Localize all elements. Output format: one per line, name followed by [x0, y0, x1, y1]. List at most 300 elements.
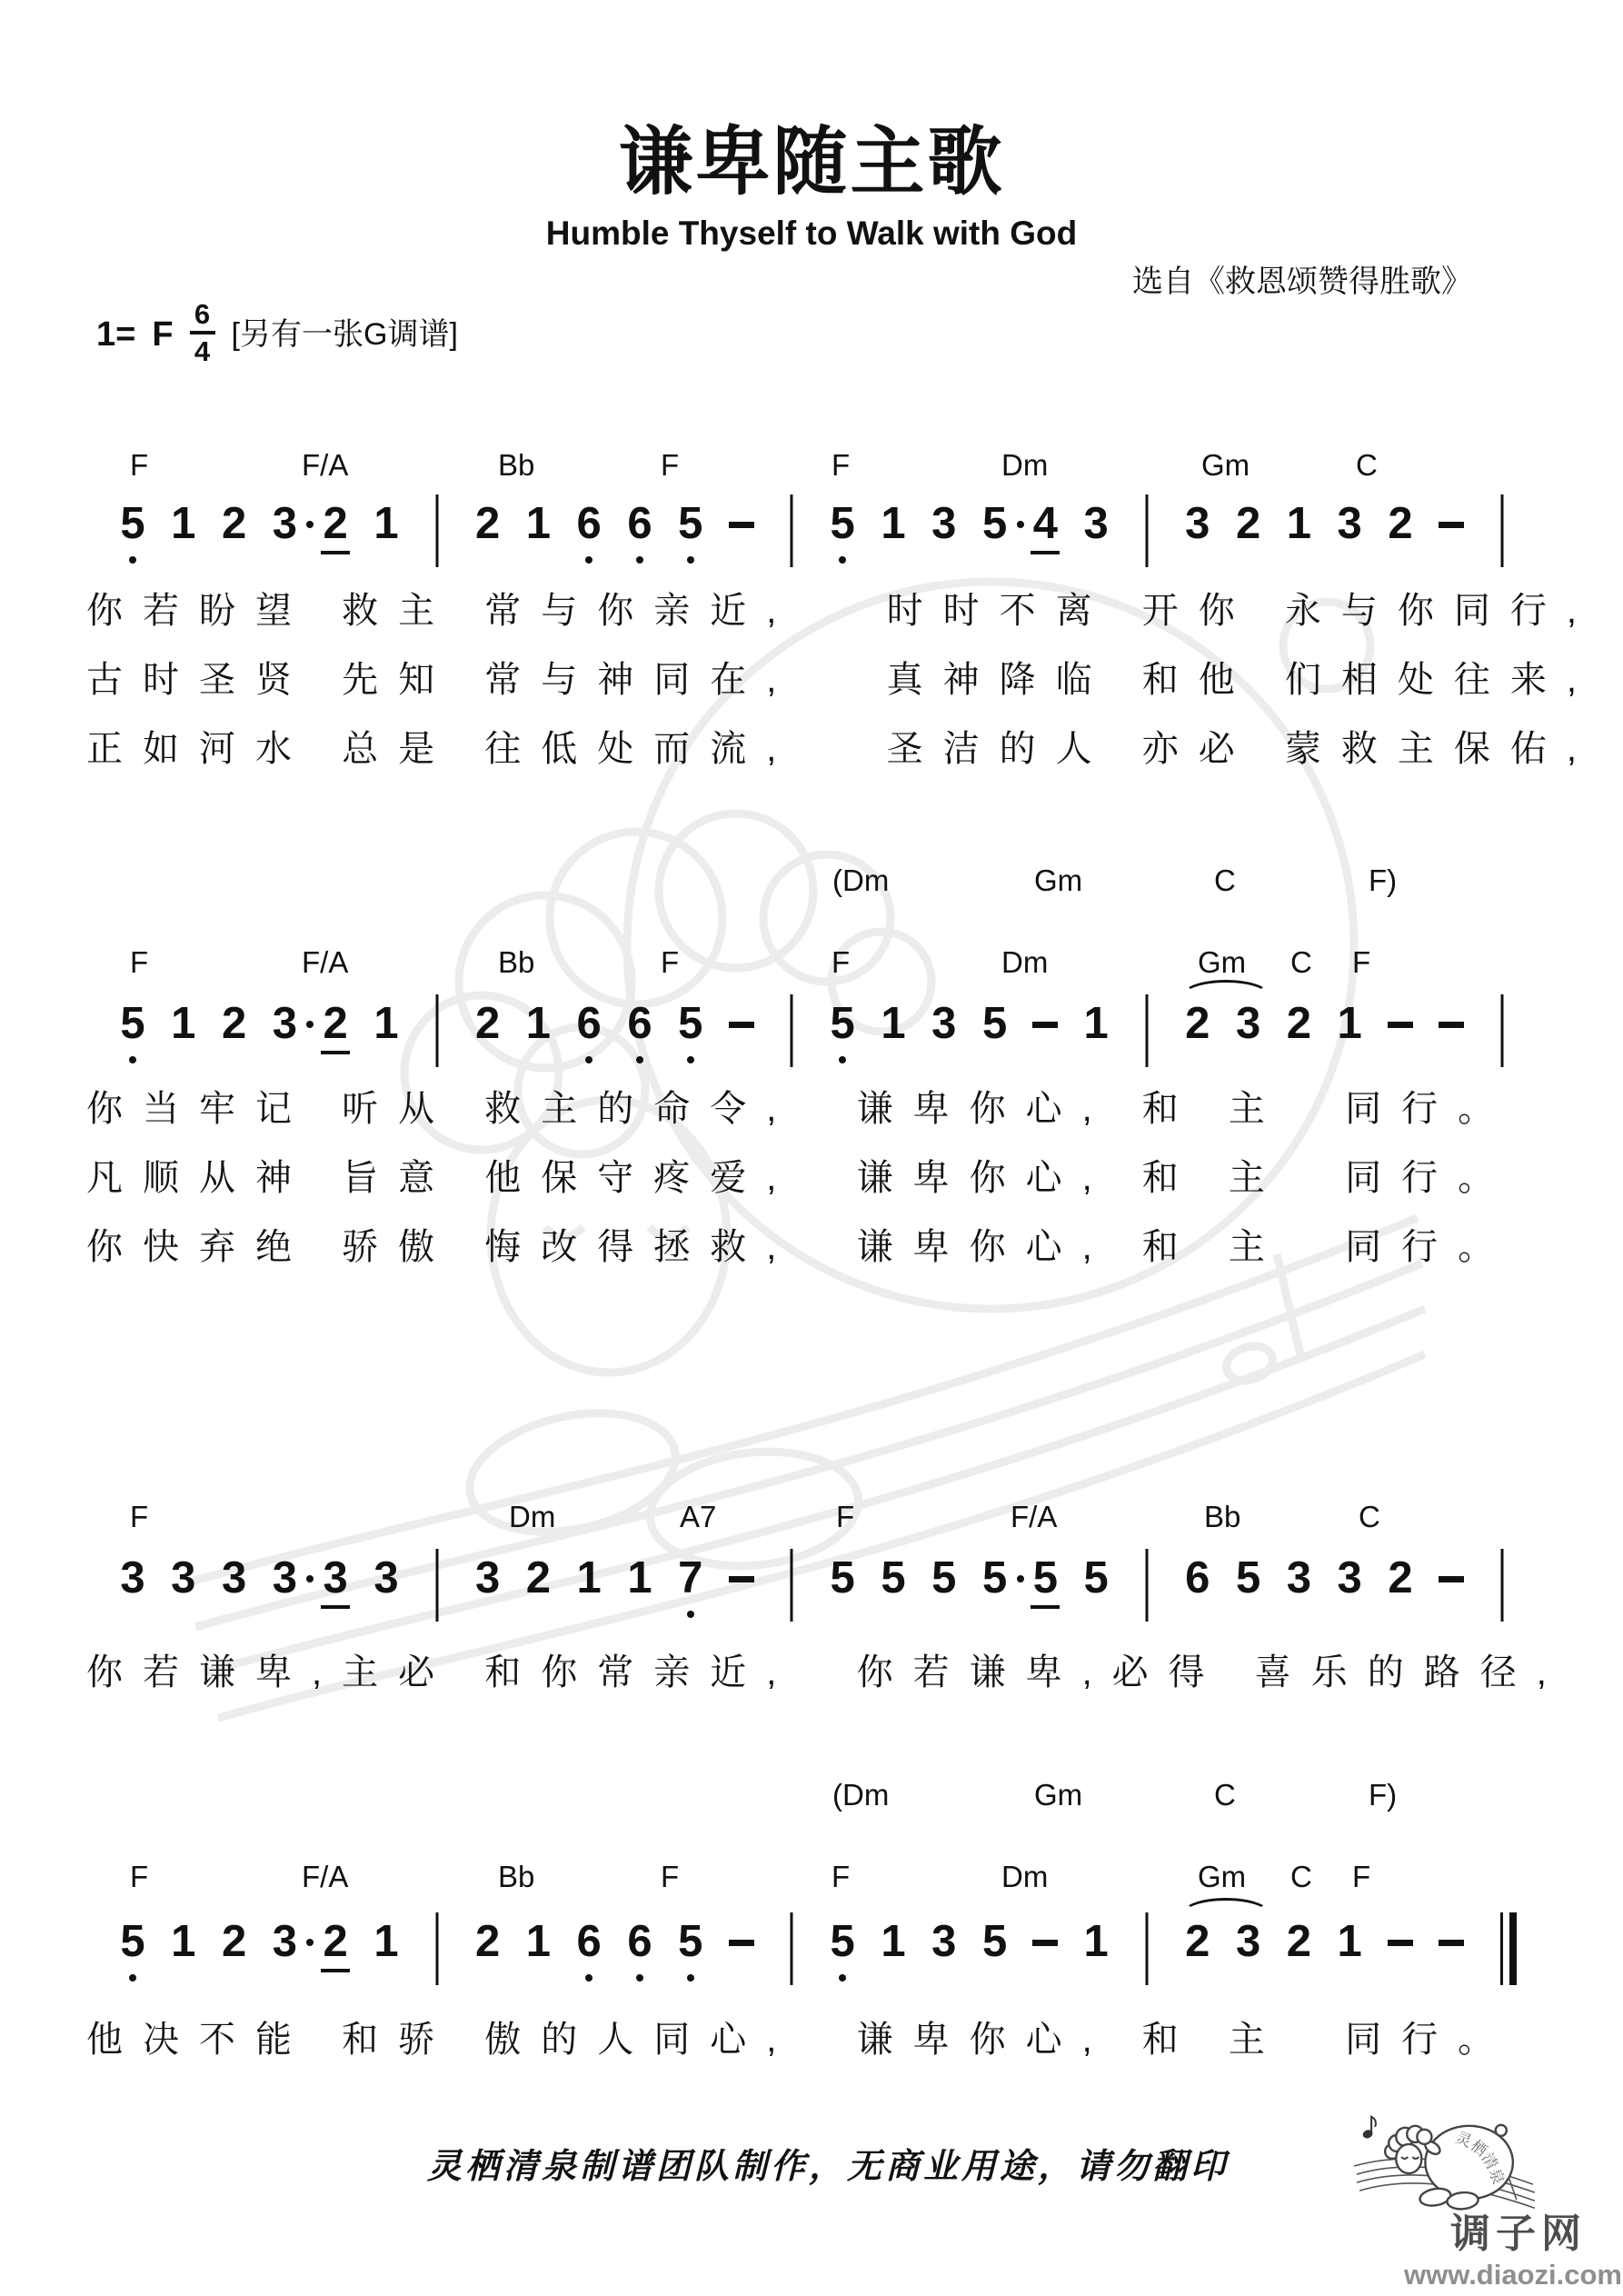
site-url: www.diaozi.com	[1404, 2259, 1622, 2291]
octave-dot	[687, 1974, 694, 1982]
note-dash	[729, 522, 754, 528]
note-cell	[766, 502, 817, 565]
octave-dot	[687, 556, 694, 564]
note-dash	[1032, 1940, 1058, 1946]
note-cell	[1020, 1002, 1070, 1065]
note-dash	[729, 1576, 754, 1582]
final-barline	[1500, 1912, 1503, 1985]
note-digit: 3	[272, 1553, 298, 1602]
note-cell	[463, 999, 513, 1065]
note-digit: 6	[576, 1917, 602, 1966]
note-cell	[1426, 502, 1477, 565]
octave-dot	[839, 1056, 846, 1063]
note-cell	[614, 999, 665, 1065]
note-cell	[310, 1553, 361, 1620]
octave-dot	[687, 1056, 694, 1063]
barline	[791, 994, 793, 1067]
slur-arc	[1181, 1898, 1270, 1931]
note-digit: 3	[272, 999, 298, 1048]
chord-label: Dm	[1001, 1860, 1049, 1893]
note-digit: 5	[1235, 1553, 1261, 1602]
note-digit: 1	[627, 1553, 652, 1602]
note-digit: 3	[1235, 999, 1261, 1048]
chord-label: Gm	[1198, 1860, 1247, 1893]
note-cell	[259, 499, 310, 565]
note-digit: 1	[525, 1917, 552, 1966]
note-digit: 3	[272, 499, 298, 548]
note-digit: 4	[1032, 499, 1059, 548]
chord-label: F/A	[302, 1860, 349, 1893]
note-digit: 5	[120, 999, 145, 1048]
note-digit: 1	[576, 1553, 602, 1602]
note-cell	[1426, 1920, 1477, 1983]
note-digit: 2	[323, 999, 348, 1048]
note-digit: 5	[981, 1553, 1008, 1602]
note-cell	[361, 499, 412, 565]
note-cell	[463, 1917, 513, 1983]
barline	[791, 494, 793, 567]
note-digit: 3	[171, 1553, 196, 1602]
chord-label: F	[836, 1500, 855, 1533]
chord-label: Bb	[498, 945, 535, 979]
chord-label: F	[831, 945, 851, 979]
note-cell	[1273, 999, 1324, 1065]
note-cell	[209, 999, 260, 1065]
note-digit: 1	[171, 499, 196, 548]
note-cell	[1020, 1553, 1070, 1620]
chord-label: F	[1352, 1860, 1371, 1893]
note-cell	[766, 1556, 817, 1620]
octave-dot	[585, 1974, 592, 1982]
lyric-line: 古时圣贤 先知 常与神同在, 真神降临 和他 们相处往来,	[86, 660, 1598, 700]
note-cell	[817, 499, 868, 565]
slur-arc	[1181, 980, 1270, 1013]
chord-label: F/A	[1011, 1500, 1058, 1533]
octave-dot	[129, 1056, 136, 1063]
note-cell	[1477, 1002, 1528, 1065]
note-digit: 2	[1286, 999, 1312, 1048]
note-digit: 1	[1083, 1917, 1109, 1966]
note-cell	[868, 1917, 919, 1983]
note-digit: 3	[931, 999, 957, 1048]
chord-label: F	[831, 448, 851, 482]
note-cell	[1375, 1553, 1426, 1620]
note-cell	[614, 1917, 665, 1983]
lyric-line: 你当牢记 听从 救主的命令, 谦卑你心, 和 主 同行。	[86, 1089, 1515, 1129]
barline	[435, 1912, 438, 1985]
note-digit: 3	[323, 1553, 348, 1602]
note-dash	[1439, 1576, 1464, 1582]
notes-row	[107, 999, 1543, 1093]
chord-label: F/A	[302, 448, 349, 482]
note-cell	[1020, 1920, 1070, 1983]
barline	[435, 494, 438, 567]
note-cell	[361, 1917, 412, 1983]
eighth-underline	[1031, 551, 1060, 554]
brand-name: 调子网	[1450, 2211, 1587, 2256]
key-prefix: 1=	[96, 315, 136, 354]
note-digit: 1	[373, 999, 399, 1048]
note-digit: 2	[221, 999, 247, 1048]
octave-dot	[839, 556, 846, 564]
chord-label: F	[130, 1500, 149, 1533]
note-cell	[665, 999, 716, 1065]
note-digit: 2	[221, 1917, 247, 1966]
note-digit: 2	[1388, 499, 1413, 548]
note-cell	[970, 1553, 1021, 1620]
time-numerator: 6	[194, 298, 211, 330]
note-digit: 3	[1185, 499, 1210, 548]
note-digit: 5	[981, 999, 1008, 1048]
note-digit: 5	[678, 999, 703, 1048]
note-cell	[868, 499, 919, 565]
pre-chord-label: C	[1214, 863, 1236, 897]
note-digit: 5	[830, 1553, 855, 1602]
pre-chord-label: C	[1214, 1778, 1236, 1812]
key-signature	[96, 298, 458, 367]
barline	[1146, 1549, 1149, 1622]
key-letter: F	[152, 315, 174, 354]
note-cell	[919, 499, 970, 565]
note-cell	[1172, 499, 1223, 565]
note-cell	[1324, 499, 1375, 565]
note-digit: 1	[373, 499, 399, 548]
barline	[1146, 1912, 1149, 1985]
time-denominator: 4	[194, 335, 211, 367]
chord-label: A7	[680, 1500, 717, 1533]
chord-label: C	[1290, 1860, 1312, 1893]
note-digit: 1	[881, 499, 906, 548]
barline	[435, 1549, 438, 1622]
octave-dot	[585, 1056, 592, 1063]
chord-label: C	[1359, 1500, 1380, 1533]
octave-dot	[636, 556, 643, 564]
note-digit: 2	[323, 499, 348, 548]
eighth-underline	[321, 551, 350, 554]
chord-label: Bb	[1204, 1500, 1241, 1533]
note-cell	[107, 1917, 158, 1983]
notes-row	[107, 499, 1543, 593]
note-cell	[1223, 499, 1274, 565]
note-cell	[563, 999, 614, 1065]
octave-dot	[687, 1611, 694, 1618]
note-digit: 6	[627, 999, 652, 1048]
note-digit: 3	[474, 1553, 501, 1602]
note-cell	[412, 1920, 463, 1983]
note-cell	[1324, 1917, 1375, 1983]
note-digit: 1	[525, 499, 552, 548]
note-digit: 5	[678, 499, 703, 548]
note-cell	[1426, 1556, 1477, 1620]
notes-row	[107, 1917, 1543, 2011]
barline	[1500, 494, 1503, 567]
note-cell	[919, 999, 970, 1065]
note-digit: 2	[474, 499, 501, 548]
note-cell	[817, 1553, 868, 1620]
note-digit: 3	[931, 1917, 957, 1966]
chord-label: F	[661, 448, 680, 482]
note-cell	[209, 1553, 260, 1620]
note-cell	[412, 1002, 463, 1065]
note-cell	[716, 1002, 767, 1065]
note-cell	[1121, 1002, 1172, 1065]
note-cell	[1223, 1553, 1274, 1620]
note-cell	[1070, 1553, 1121, 1620]
final-barline	[1509, 1912, 1517, 1985]
note-cell	[919, 1553, 970, 1620]
note-digit: 2	[1235, 499, 1261, 548]
note-cell	[412, 1556, 463, 1620]
note-digit: 1	[881, 1917, 906, 1966]
note-cell	[868, 999, 919, 1065]
note-dash	[1439, 1022, 1464, 1028]
note-cell	[919, 1917, 970, 1983]
note-cell	[1070, 499, 1121, 565]
note-cell	[412, 502, 463, 565]
note-digit: 3	[1235, 1917, 1261, 1966]
octave-dot	[839, 1974, 846, 1982]
barline	[435, 994, 438, 1067]
chord-label: F	[831, 1860, 851, 1893]
barline	[1500, 1549, 1503, 1622]
note-cell	[614, 1553, 665, 1620]
lyric-line: 正如河水 总是 往低处而流, 圣洁的人 亦必 蒙救主保佑,	[86, 729, 1598, 769]
note-digit: 3	[373, 1553, 399, 1602]
note-digit: 3	[221, 1553, 247, 1602]
note-digit: 5	[981, 1917, 1008, 1966]
note-cell	[716, 1556, 767, 1620]
octave-dot	[636, 1056, 643, 1063]
eighth-underline	[321, 1605, 350, 1609]
note-cell	[259, 1553, 310, 1620]
note-cell	[1375, 499, 1426, 565]
note-cell	[513, 1553, 563, 1620]
note-digit: 1	[171, 999, 196, 1048]
note-cell	[1121, 502, 1172, 565]
chord-label: F	[130, 945, 149, 979]
note-digit: 5	[830, 999, 855, 1048]
note-dash	[729, 1022, 754, 1028]
pre-chord-label: Gm	[1034, 863, 1083, 897]
octave-dot	[585, 556, 592, 564]
note-digit: 3	[1286, 1553, 1312, 1602]
note-digit: 6	[576, 999, 602, 1048]
note-cell	[665, 499, 716, 565]
note-digit: 5	[830, 499, 855, 548]
lyric-line: 你若盼望 救主 常与你亲近, 时时不离 开你 永与你同行,	[86, 591, 1598, 631]
chord-label: F	[130, 448, 149, 482]
note-digit: 5	[1032, 1553, 1059, 1602]
note-digit: 2	[474, 999, 501, 1048]
note-digit: 5	[830, 1917, 855, 1966]
note-digit: 1	[171, 1917, 196, 1966]
note-cell	[563, 1553, 614, 1620]
eighth-underline	[321, 1051, 350, 1054]
note-digit: 1	[1337, 1917, 1362, 1966]
barline	[791, 1549, 793, 1622]
lyric-line: 你若谦卑,主必 和你常亲近, 你若谦卑,必得 喜乐的路径,	[86, 1652, 1567, 1692]
page-title: 谦卑随主歌	[618, 121, 1005, 204]
page-subtitle: Humble Thyself to Walk with God	[545, 215, 1078, 252]
note-cell	[1121, 1920, 1172, 1983]
note-cell	[259, 999, 310, 1065]
chord-label: Gm	[1198, 945, 1247, 979]
lyric-line: 他决不能 和骄 傲的人同心, 谦卑你心, 和 主 同行。	[86, 2020, 1515, 2060]
pre-chord-label: F)	[1369, 863, 1398, 897]
note-digit: 6	[627, 499, 652, 548]
time-divider-line	[190, 331, 215, 334]
chord-label: F/A	[302, 945, 349, 979]
chord-label: F	[661, 945, 680, 979]
note-cell	[158, 1553, 209, 1620]
note-digit: 2	[474, 1917, 501, 1966]
note-digit: 3	[1337, 499, 1362, 548]
note-cell	[1477, 1920, 1528, 1983]
chord-label: F	[1352, 945, 1371, 979]
note-cell	[817, 1917, 868, 1983]
note-digit: 3	[120, 1553, 145, 1602]
note-digit: 1	[1083, 999, 1109, 1048]
note-digit: 1	[1286, 499, 1312, 548]
note-digit: 2	[1185, 1917, 1210, 1966]
lyric-line: 凡顺从神 旨意 他保守疼爱, 谦卑你心, 和 主 同行。	[86, 1158, 1515, 1198]
chord-label: F	[130, 1860, 149, 1893]
barline	[1146, 994, 1149, 1067]
barline	[1146, 494, 1149, 567]
note-cell	[463, 499, 513, 565]
note-cell	[1273, 1553, 1324, 1620]
note-cell	[1477, 502, 1528, 565]
chord-label: Bb	[498, 448, 535, 482]
note-digit: 3	[931, 499, 957, 548]
note-digit: 6	[576, 499, 602, 548]
note-digit: 6	[1185, 1553, 1210, 1602]
eighth-underline	[321, 1969, 350, 1972]
pre-chord-label: Gm	[1034, 1778, 1083, 1812]
note-digit: 3	[1337, 1553, 1362, 1602]
footer-credit: 灵栖清泉制谱团队制作，无商业用途，请勿翻印	[427, 2145, 1230, 2186]
note-cell	[209, 499, 260, 565]
time-signature	[190, 300, 215, 365]
note-dash	[729, 1940, 754, 1946]
note-cell	[158, 1917, 209, 1983]
lyric-line: 你快弃绝 骄傲 悔改得拯救, 谦卑你心, 和 主 同行。	[86, 1227, 1515, 1267]
note-digit: 3	[272, 1917, 298, 1966]
note-digit: 5	[120, 499, 145, 548]
eighth-underline	[1031, 1605, 1060, 1609]
note-cell	[665, 1917, 716, 1983]
chord-label: Dm	[1001, 448, 1049, 482]
barline	[791, 1912, 793, 1985]
note-dash	[1388, 1022, 1413, 1028]
note-cell	[970, 1917, 1021, 1983]
note-dash	[1439, 1940, 1464, 1946]
note-cell	[361, 999, 412, 1065]
note-cell	[1070, 999, 1121, 1065]
note-cell	[1375, 1002, 1426, 1065]
note-cell	[310, 1917, 361, 1983]
note-cell	[310, 999, 361, 1065]
note-cell	[970, 999, 1021, 1065]
note-cell	[1375, 1920, 1426, 1983]
alt-key-note: [另有一张G调谱]	[231, 317, 458, 352]
note-cell	[563, 1917, 614, 1983]
chord-label: C	[1356, 448, 1378, 482]
notes-row	[107, 1553, 1543, 1647]
pre-chord-label: F)	[1369, 1778, 1398, 1812]
note-cell	[158, 499, 209, 565]
note-dash	[1032, 1022, 1058, 1028]
note-cell	[1121, 1556, 1172, 1620]
note-digit: 7	[678, 1553, 703, 1602]
note-cell	[107, 999, 158, 1065]
note-cell	[513, 999, 563, 1065]
note-cell	[563, 499, 614, 565]
note-cell	[817, 999, 868, 1065]
logo-sheep-icon	[1352, 2105, 1539, 2216]
chord-label: Dm	[1001, 945, 1049, 979]
chord-label: Bb	[498, 1860, 535, 1893]
barline	[1500, 994, 1503, 1067]
note-digit: 5	[678, 1917, 703, 1966]
note-cell	[1273, 1917, 1324, 1983]
note-digit: 2	[525, 1553, 552, 1602]
note-cell	[1172, 1553, 1223, 1620]
note-cell	[361, 1553, 412, 1620]
octave-dot	[636, 1974, 643, 1982]
note-digit: 5	[981, 499, 1008, 548]
note-digit: 5	[931, 1553, 957, 1602]
note-cell	[107, 499, 158, 565]
pre-chord-label: (Dm	[832, 863, 890, 897]
note-cell	[1477, 1556, 1528, 1620]
source-note: 选自《救恩颂赞得胜歌》	[1132, 265, 1472, 299]
note-cell	[463, 1553, 513, 1620]
note-digit: 2	[1286, 1917, 1312, 1966]
note-cell	[1020, 499, 1070, 565]
note-cell	[1324, 999, 1375, 1065]
chord-label: C	[1290, 945, 1312, 979]
chord-label: Gm	[1201, 448, 1250, 482]
octave-dot	[129, 1974, 136, 1982]
note-cell	[513, 499, 563, 565]
note-cell	[766, 1002, 817, 1065]
note-digit: 6	[627, 1917, 652, 1966]
note-digit: 2	[323, 1917, 348, 1966]
note-cell	[766, 1920, 817, 1983]
note-digit: 5	[1083, 1553, 1109, 1602]
note-digit: 2	[221, 499, 247, 548]
note-digit: 2	[1185, 999, 1210, 1048]
chord-label: Dm	[509, 1500, 556, 1533]
logo-label: 灵栖清泉	[1453, 2129, 1508, 2187]
note-digit: 2	[1388, 1553, 1413, 1602]
note-cell	[665, 1553, 716, 1620]
note-cell	[614, 499, 665, 565]
note-cell	[209, 1917, 260, 1983]
note-cell	[868, 1553, 919, 1620]
note-digit: 5	[881, 1553, 906, 1602]
note-digit: 1	[1337, 999, 1362, 1048]
note-cell	[1324, 1553, 1375, 1620]
chord-label: F	[661, 1860, 680, 1893]
pre-chord-label: (Dm	[832, 1778, 890, 1812]
note-digit: 1	[525, 999, 552, 1048]
note-cell	[716, 502, 767, 565]
note-cell	[1426, 1002, 1477, 1065]
note-cell	[716, 1920, 767, 1983]
note-dash	[1439, 522, 1464, 528]
